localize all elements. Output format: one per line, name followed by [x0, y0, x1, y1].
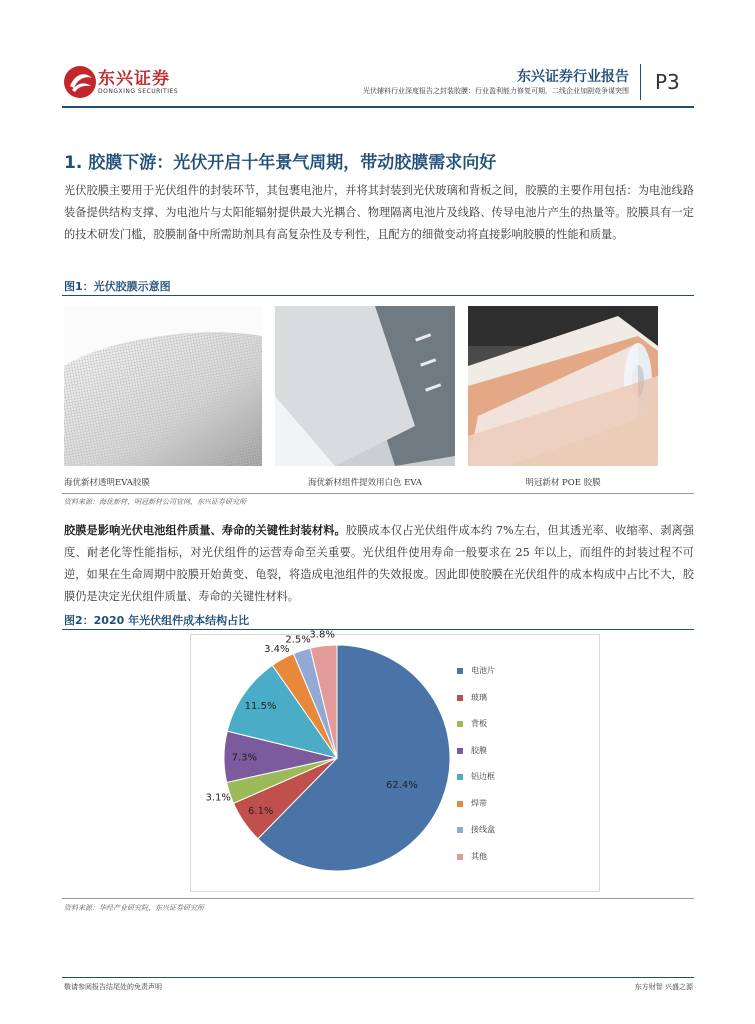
legend-item — [457, 665, 495, 692]
legend-item — [457, 798, 495, 825]
legend-swatch — [457, 774, 463, 780]
pie-data-label: 7.3% — [231, 752, 258, 764]
page-number: P3 — [655, 70, 680, 94]
legend-item — [457, 824, 495, 851]
pie-data-label: 62.4% — [385, 779, 418, 791]
figure1-rule — [62, 295, 694, 296]
pie-data-label: 3.8% — [309, 629, 335, 641]
footer-rule — [62, 977, 694, 978]
footer-slogan: 东方财智 兴盛之源 — [634, 983, 693, 991]
legend-label: 背板 — [471, 719, 487, 728]
paragraph-body: 胶膜成本仅占光伏组件成本约 7%左右，但其透光率、收缩率、剥离强度、耐老化等性能指标，对光伏组件的运营寿命至关重要。光伏组件使用寿命一般要求在 25 年以上，而组件的封装过程不可逆，如果在生命周期中胶膜开始黄变、龟裂，将造成电池组件的失效报废。因此即使胶膜在光伏组件的成本构成中占比不大，胶膜仍是决定光伏组件质量、寿命的关键性材料。 — [64, 524, 694, 603]
figure1-caption: 海优新材透明EVA胶膜 — [64, 478, 150, 488]
legend-swatch — [457, 801, 463, 807]
transparent-eva-film-photo — [64, 306, 262, 466]
report-subtitle: 光伏辅料行业深度报告之封装胶膜：行业盈利能力修复可期，二线企业加剧竞争谋突围 — [363, 87, 629, 95]
pie-data-label: 3.4% — [264, 643, 290, 655]
legend-label: 焊带 — [471, 798, 487, 808]
pie-data-label: 6.1% — [248, 806, 274, 818]
legend-swatch — [457, 748, 463, 754]
intro-paragraph: 光伏胶膜主要用于光伏组件的封装环节，其包裹电池片，并将其封装到光伏玻璃和背板之间，胶膜的主要作用包括：为电池线路装备提供结构支撑、为电池片与太阳能辐射提供最大光耦合、物理隔离电池片及线路、传导电池片产生的热量等。胶膜具有一定的技术研发门槛，胶膜制备中所需助剂具有高复杂性及专利性，且配方的细微变动将直接影响胶膜的性能和质量。 — [64, 184, 694, 241]
legend-label: 接线盒 — [471, 825, 495, 834]
section-title: 1. 胶膜下游：光伏开启十年景气周期，带动胶膜需求向好 — [64, 153, 497, 173]
figure2-source: 资料来源：华经产业研究院，东兴证券研究所 — [64, 904, 204, 912]
legend-swatch — [457, 721, 463, 727]
pie-data-label: 2.5% — [285, 634, 311, 646]
legend-item — [457, 771, 495, 798]
legend-label: 铝边框 — [471, 772, 495, 781]
legend-item — [457, 851, 495, 878]
figure1-source: 资料来源：海优新材、明冠新材公司官网，东兴证券研究所 — [64, 498, 246, 506]
paragraph-lead: 胶膜是影响光伏电池组件质量、寿命的关键性封装材料。 — [64, 524, 346, 537]
header-rule — [62, 106, 694, 108]
figure1-caption: 明冠新材 POE 胶膜 — [525, 478, 601, 488]
header-divider — [640, 64, 641, 100]
disclaimer-note: 敬请参阅报告结尾处的免责声明 — [64, 983, 162, 991]
legend-item — [457, 718, 495, 745]
logo-english: DONGXING SECURITIES — [98, 88, 179, 95]
chart-legend — [457, 665, 495, 877]
pie-data-label: 3.1% — [205, 792, 231, 804]
legend-label: 电池片 — [471, 666, 495, 675]
logo-text: 东兴证券 — [98, 69, 170, 89]
legend-swatch — [457, 668, 463, 674]
pie-data-label: 11.5% — [244, 701, 277, 713]
legend-item — [457, 745, 495, 772]
figure2-title: 图2：2020 年光伏组件成本结构占比 — [64, 614, 250, 627]
figure1-bottom-rule — [62, 493, 694, 494]
legend-label: 其他 — [471, 851, 487, 861]
legend-label: 玻璃 — [471, 692, 487, 702]
figure2-rule — [62, 629, 694, 630]
legend-label: 胶膜 — [471, 745, 487, 755]
white-eva-film-photo — [275, 306, 455, 466]
report-title: 东兴证券行业报告 — [517, 69, 629, 85]
poe-film-roll-photo — [468, 306, 658, 466]
legend-swatch — [457, 827, 463, 833]
legend-swatch — [457, 854, 463, 860]
figure1-title: 图1：光伏胶膜示意图 — [64, 280, 171, 293]
body-paragraph — [64, 520, 694, 608]
legend-item — [457, 692, 495, 719]
figure1-caption: 海优新材组件提效用白色 EVA — [307, 478, 423, 488]
pie-chart — [191, 629, 599, 891]
cost-structure-chart — [190, 629, 600, 892]
figure2-bottom-rule — [62, 898, 694, 899]
legend-swatch — [457, 695, 463, 701]
